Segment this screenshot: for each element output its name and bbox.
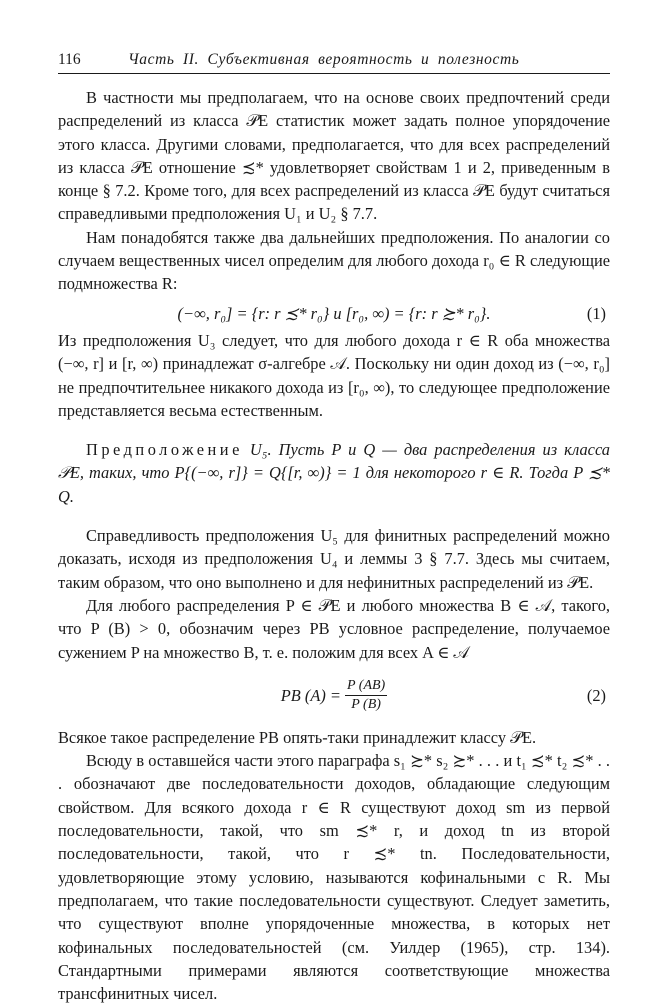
formula-1 [58,302,610,325]
paragraph-6: Всякое такое распределение PB опять-таки принадлежит классу 𝒫E. [58,727,537,747]
paragraph-4: Справедливость предположения U₅ для финитных распределений можно доказать, исходя из предположения U₄ и леммы 3 § 7.7. Здесь мы считаем, таким образом, что оно выполнено и для нефинитных распределений из 𝒫E. [58,526,610,592]
formula-2-denominator: P (B) [351,697,381,713]
formula-1-body: (−∞, r₀] = {r: r ≾* r₀} и [r₀, ∞) = {r: r ≿* r₀}. [177,303,491,323]
paragraph-1: В частности мы предполагаем, что на основе своих предпочтений среди распределений из класса 𝒫E статистик может задать полное упорядочение этого класса. Другими словами, предполагается, что для всех распределений из класса 𝒫E отношение ≾* удовлетворяет свойствам 1 и 2, приведенным в конце § 7.2. Кроме того, для всех распределений из класса 𝒫E будут считаться справедливыми предположения U₁ и U₂ § 7.7. [58,88,610,224]
paragraph-5: Для любого распределения P ∈ 𝒫E и любого множества B ∈ 𝒜, такого, что P (B) > 0, обозначим через PB условное распределение, получаемое сужением P на множество B, т. е. положим для всех A ∈ 𝒜 [58,595,610,662]
paragraph-7: Всюду в оставшейся части этого параграфа s₁ ≿* s₂ ≿* . . . и t₁ ≾* t₂ ≾* . . . обозначают две последовательности доходов, обладающие следующим свойством. Для всякого дохода r ∈ R существуют доход sm из первой последовательности, такой, что sm ≾* r, и доход tn из второй последовательности, такой, что r ≾* tn. Последовательности, удовлетворяющие этому условию, называются кофинальными с R. Мы предполагаем, что такие последовательности существуют. Следует заметить, что существуют вполне упорядоченные множества, в которых нет кофинальных последовательностей (см. Уилдер (1965), стр. 134). Стандартными примерами являются соответствующие множества трансфинитных чисел. [58,751,610,1004]
page-number: 116 [58,51,81,68]
paragraph-2: Нам понадобятся также два дальнейших предположения. По аналогии со случаем вещественных чисел определим для любого дохода r₀ ∈ R следующие подмножества R: [58,227,610,294]
page-body [58,86,610,1005]
formula-1-number: (1) [586,303,606,323]
assumption-label: Предположение [86,440,243,460]
formula-2 [58,674,610,718]
formula-2-numerator: P (AB) [345,677,387,696]
assumption-text: U₅. Пусть P и Q — два распределения из класса 𝒫E, таких, что P{(−∞, r]} = Q{[r, ∞)} = 1 для некоторого r ∈ R. Тогда P ≾* Q. [58,440,610,506]
running-header [58,51,610,74]
formula-2-lhs: PB (A) = [280,686,341,706]
formula-2-fraction [345,677,387,714]
running-title: Часть II. Субъективная вероятность и полезность [128,51,520,68]
formula-2-number: (2) [586,686,606,706]
paragraph-3: Из предположения U₃ следует, что для любого дохода r ∈ R оба множества (−∞, r] и [r, ∞) принадлежат σ-алгебре 𝒜. Поскольку ни один доход из (−∞, r₀] не предпочтительнее никакого дохода из [r₀, ∞), то следующее предположение представляется весьма естественным. [58,330,610,420]
assumption-u5 [58,438,610,508]
